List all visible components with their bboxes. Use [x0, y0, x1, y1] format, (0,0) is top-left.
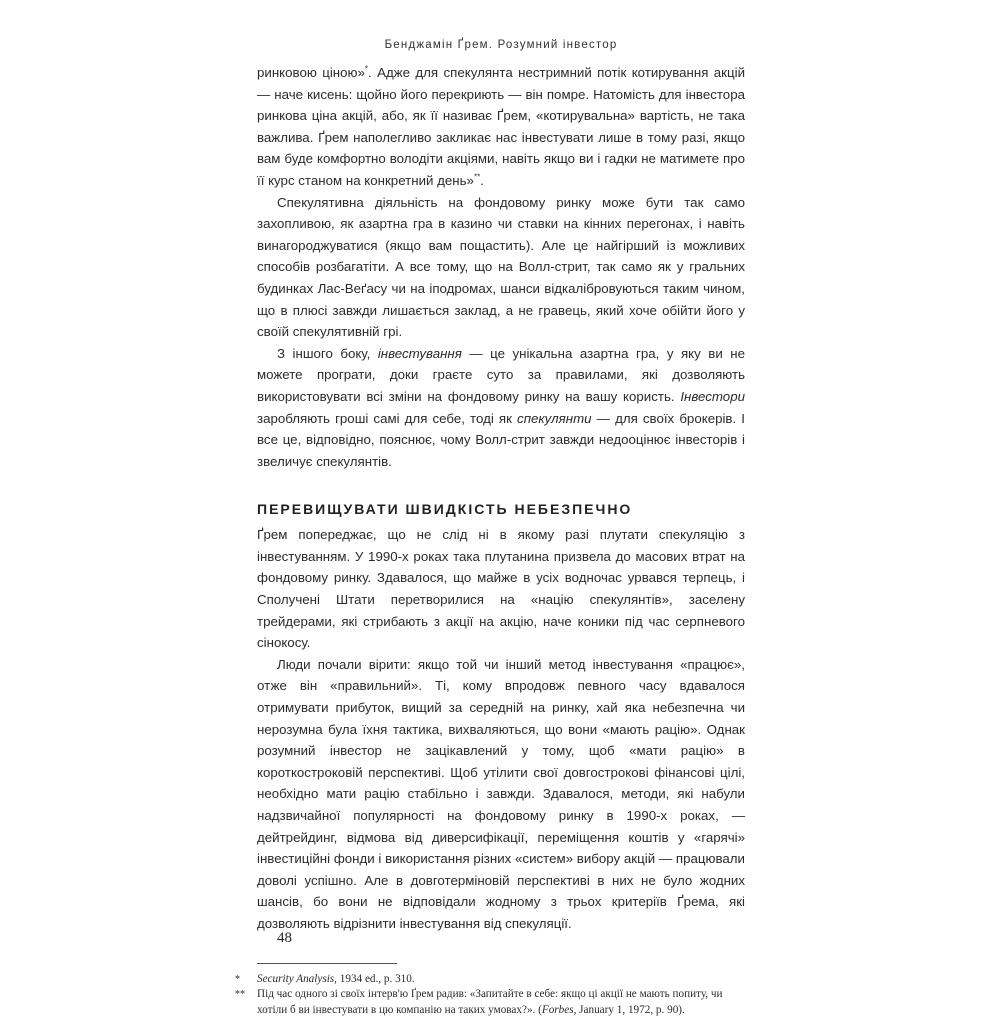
footnotes: [235, 972, 745, 1018]
book-page: [235, 38, 745, 1016]
text-run: ринковою ціною»: [257, 65, 365, 80]
text-run: — це унікальна азартна гра, у яку ви не можете програти, доки граєте суто за правилами, які дозволяють використовувати всі зміни на фондовому ринку на вашу користь.: [257, 345, 745, 404]
footnote-marker: **: [473, 172, 481, 182]
footnote: [235, 987, 745, 1018]
paragraph: [257, 62, 745, 192]
text-run: , 1934 ed., p. 310.: [334, 972, 415, 985]
emphasis-text: Інвестори: [680, 388, 745, 404]
body-text-top: [257, 62, 745, 472]
text-run: Ґрем попереджає, що не слід ні в якому разі плутати спекуляцію з інвестуванням. У 1990-х роках така плутанина призвела до масових втрат на фондовому ринку. Здавалося, що майже в усіх водночас урвався терпець, і Сполучені Штати перетворилися на «націю спекулянтів», заселену трейдерами, які стрибають з акції на акцію, наче коники під час серпневого сінокосу.: [257, 527, 745, 651]
footnote-rule: [257, 963, 397, 964]
paragraph: [257, 343, 745, 473]
paragraph: [257, 524, 745, 654]
emphasis-text: спекулянти: [517, 410, 592, 426]
text-run: заробляють гроші самі для себе, тоді як: [257, 410, 518, 426]
footnote-marker: *: [364, 64, 369, 74]
text-run: — для своїх брокерів. І все це, відповідно, пояснює, чому Волл-стрит завжди недооцінює інвесторів і звеличує спекулянтів.: [257, 410, 745, 469]
text-run: Під час одного зі своїх інтерв'ю Ґрем радив: «Запитайте в себе: якщо ці акції не мають попиту, чи хотіли б ви інвестувати в цю компанію на таких умовах?». (: [257, 988, 723, 1016]
text-run: . Адже для спекулянта нестримний потік котирування акцій — наче кисень: щойно його перекриють — він помре. Натомість для інвестора ринкова ціна акцій, або, як її називає Ґрем, «котирувальна» вартість, не така важлива. Ґрем наполегливо закликає нас інвестувати лише в тому разі, якщо вам буде комфортно володіти акціями, навіть якщо ви і гадки не матимете про її курс станом на конкретний день»: [257, 65, 745, 188]
emphasis-text: інвестування: [377, 345, 462, 361]
paragraph: [257, 654, 745, 935]
text-run: Люди почали вірити: якщо той чи інший метод інвестування «працює», отже він «правильний». Ті, кому впродовж певного часу вдавалося отримувати прибуток, вищий за середній на ринку, хай яка небезпечна чи нерозумна була їхня тактика, вихваляються, що вони «мають рацію». Однак розумний інвестор не зацікавлений у тому, щоб «мати рацію» в короткостроковій перспективі. Щоб утілити свої довгострокові фінансові цілі, необхідно мати рацію стабільно і завжди. Здавалося, методи, які набули надзвичайної популярності на фондовому ринку в 1990-х роках, — дейтрейдинг, відмова від диверсифікації, переміщення коштів у «гарячі» інвестиційні фонди і використання різних «систем» вибору акцій — працювали доволі успішно. Але в довготерміновій перспективі в них не було жодних шансів, бо вони не відповідали жодному з трьох критеріїв Ґрема, які дозволяють відрізнити інвестування від спекуляції.: [257, 656, 745, 931]
section-heading: ПЕРЕВИЩУВАТИ ШВИДКІСТЬ НЕБЕЗПЕЧНО: [257, 501, 633, 518]
text-run: З іншого боку,: [277, 345, 378, 361]
page-number: 48: [277, 930, 292, 946]
emphasis-text: Security Analysis: [257, 972, 335, 985]
footnote-mark: **: [235, 989, 245, 1001]
footnote: [235, 972, 745, 988]
body-text-bottom: [257, 524, 745, 934]
footnote-mark: *: [235, 973, 240, 985]
paragraph: [257, 192, 745, 343]
emphasis-text: Forbes: [541, 1003, 574, 1016]
text-run: Спекулятивна діяльність на фондовому ринку може бути так само захопливою, як азартна гра в казино чи ставки на кінних перегонах, і навіть винагороджуватися (якщо вам пощастить). Але це найгірший із можливих способів розбагатіти. А все тому, що на Волл-стрит, так само як у гральних будинках Лас-Веґасу чи на іподромах, шанси відкалібровуються таким чином, що в плюсі завжди лишається заклад, а не гравець, який хоче обійти його у своїй спекулятивній грі.: [257, 194, 745, 340]
text-run: .: [480, 172, 484, 188]
text-run: , January 1, 1972, p. 90).: [573, 1003, 685, 1016]
running-head: Бенджамін Ґрем. Розумний інвестор: [384, 39, 618, 51]
